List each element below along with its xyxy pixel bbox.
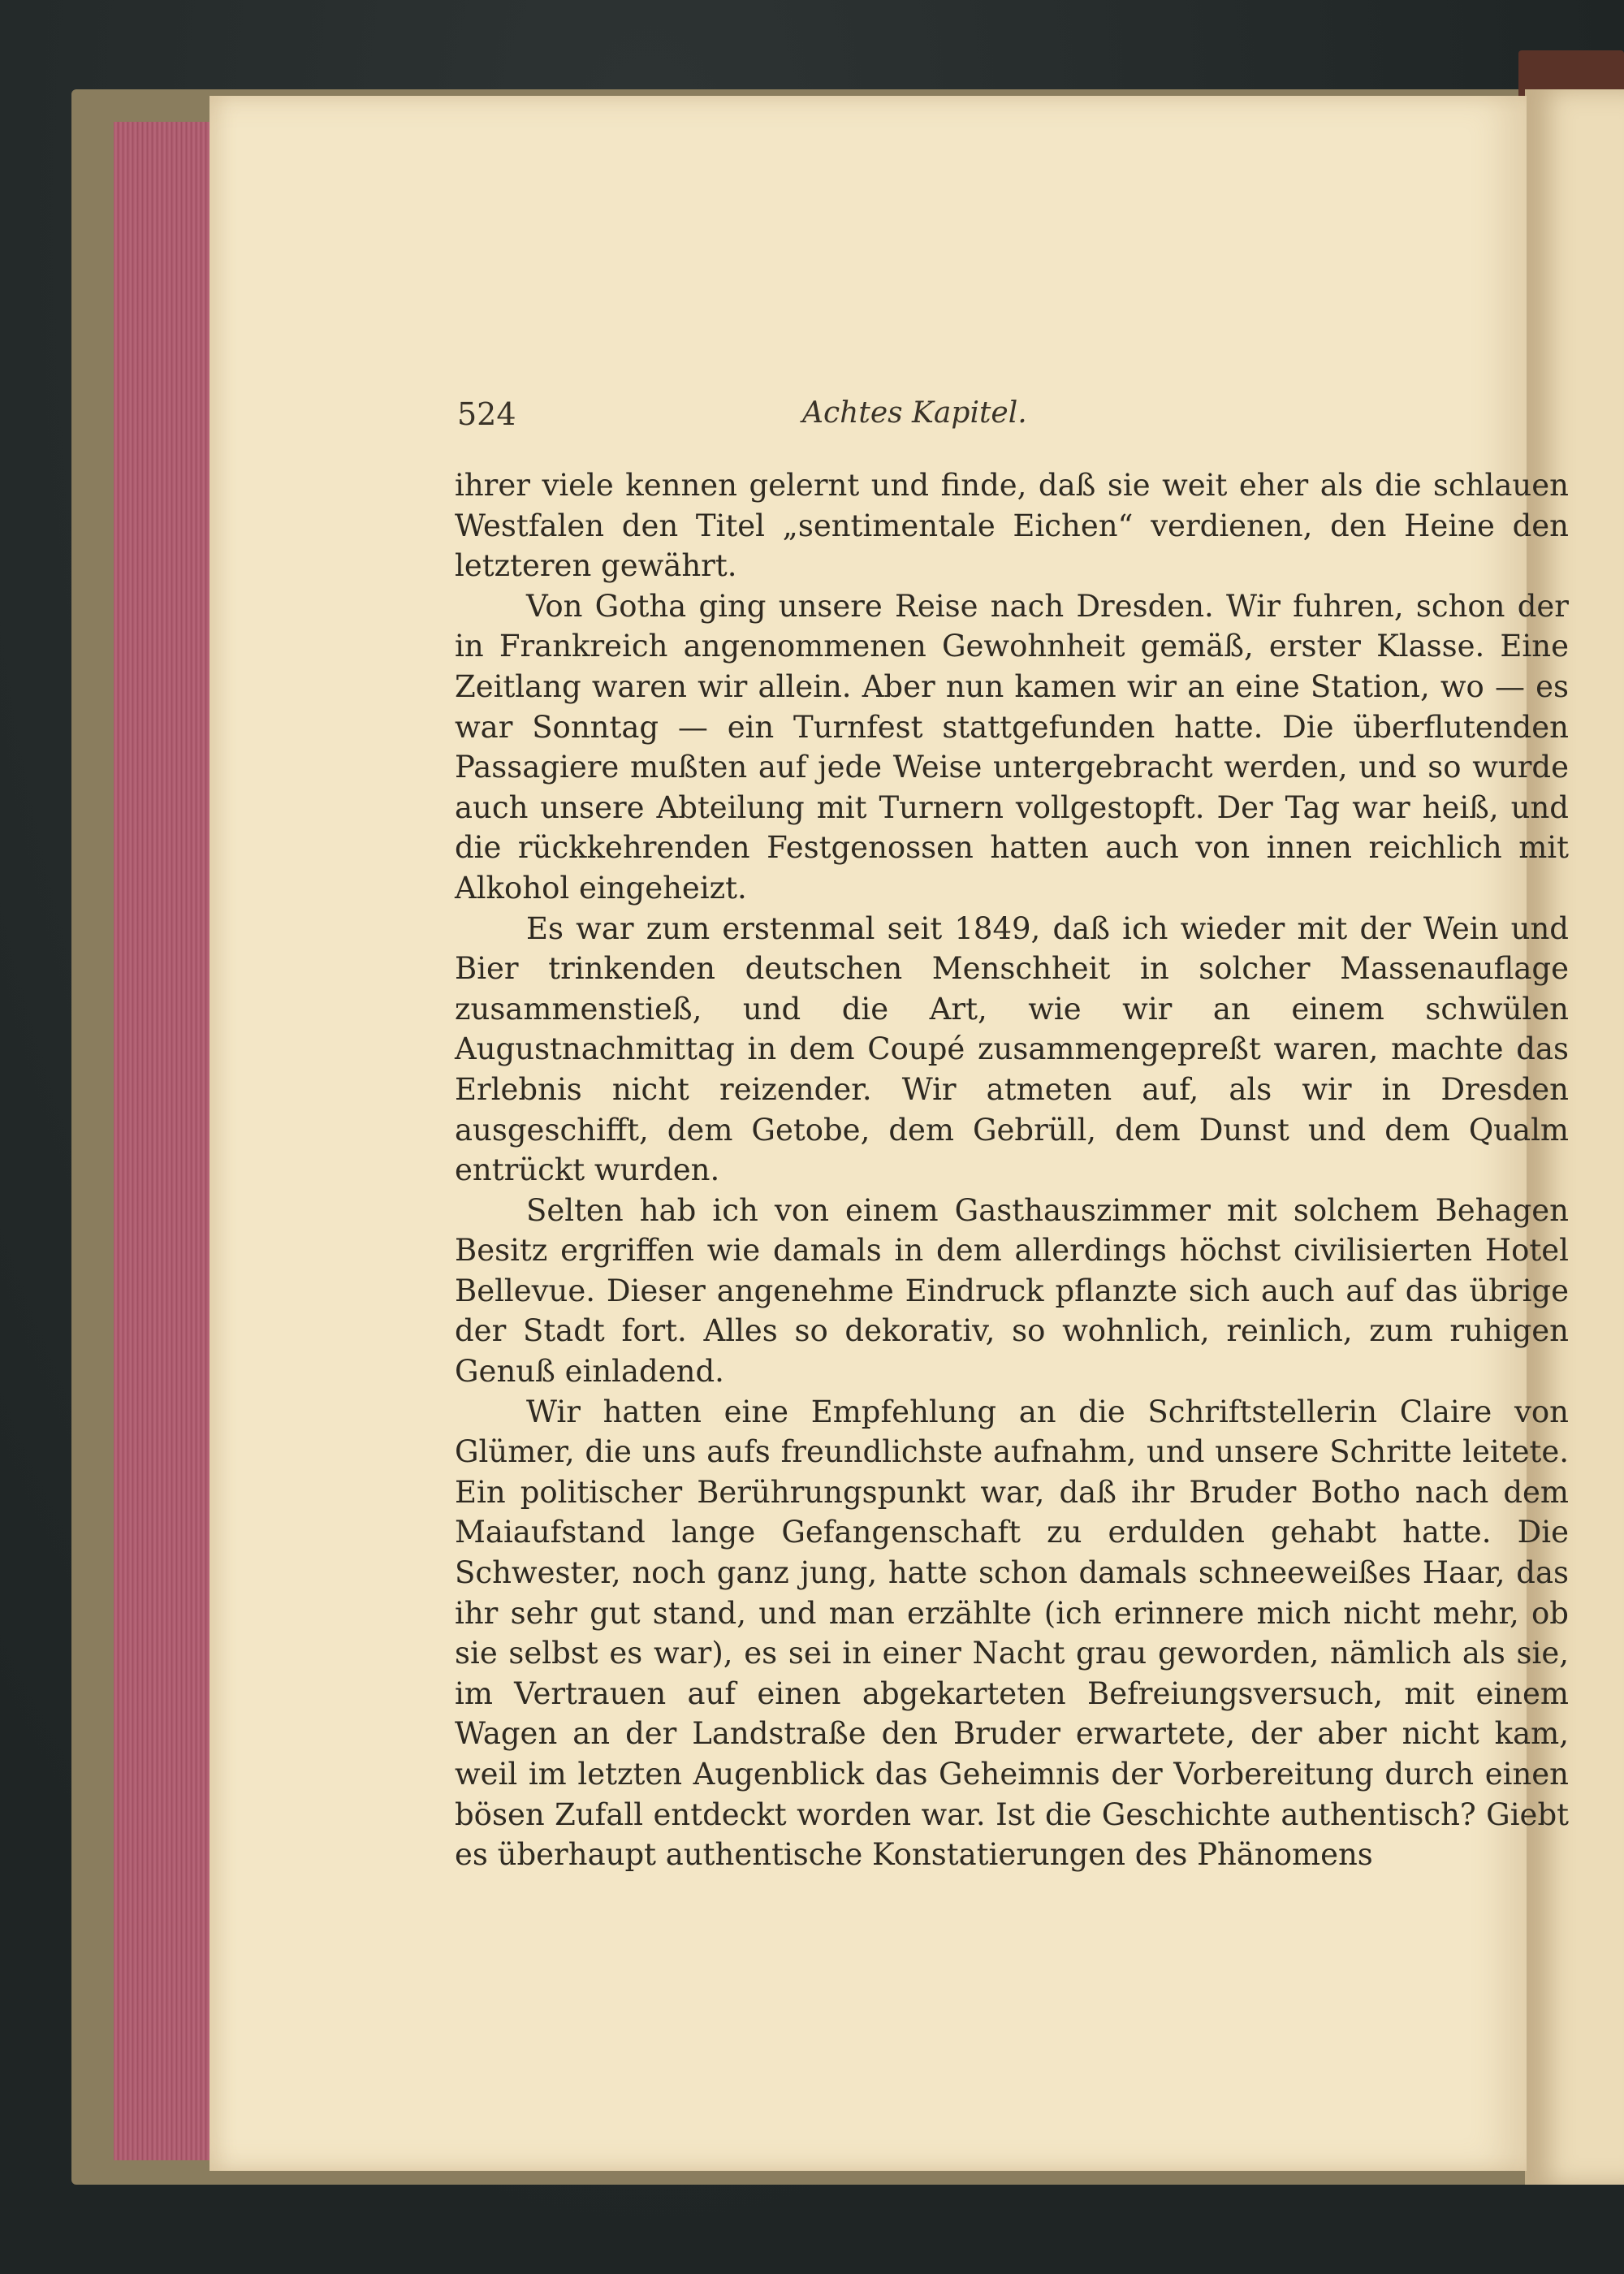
paragraph-1: ihrer viele kennen gelernt und finde, daß sie weit eher als die schlauen Westfalen den Titel „sentimentale Eichen“ verdienen, den Heine den letzteren gewährt.	[455, 468, 1569, 584]
book-page	[209, 96, 1569, 2171]
body-text	[455, 465, 1569, 1875]
paragraph-5: Wir hatten eine Empfehlung an die Schriftstellerin Claire von Glümer, die uns aufs freundlichste aufnahm, und unsere Schritte leitete. Ein politischer Berührungspunkt war, daß ihr Bruder Botho nach dem Maiaufstand lange Gefangenschaft zu erdulden gehabt hatte. Die Schwester, noch ganz jung, hatte schon damals schneeweißes Haar, das ihr sehr gut stand, und man erzählte (ich erinnere mich nicht mehr, ob sie selbst es war), es sei in einer Nacht grau geworden, nämlich als sie, im Vertrauen auf einen abgekarteten Befreiungsversuch, mit einem Wagen an der Landstraße den Bruder erwartete, der aber nicht kam, weil im letzten Augenblick das Geheimnis der Vorbereitung durch einen bösen Zufall entdeckt worden war. Ist die Geschichte authentisch? Giebt es überhaupt authentische Konstatierungen des Phänomens	[455, 1394, 1569, 1873]
page-edges	[114, 122, 219, 2160]
paragraph-4: Selten hab ich von einem Gasthauszimmer mit solchem Behagen Besitz ergriffen wie damals in dem allerdings höchst civilisierten Hotel Bellevue. Dieser angenehme Eindruck pflanzte sich auch auf das übrige der Stadt fort. Alles so dekorativ, so wohnlich, reinlich, zum ruhigen Genuß einladend.	[455, 1192, 1569, 1390]
paragraph-3: Es war zum erstenmal seit 1849, daß ich wieder mit der Wein und Bier trinkenden deutschen Menschheit in solcher Massenauflage zusammenstieß, und die Art, wie wir an einem schwülen Augustnachmittag in dem Coupé zusammengepreßt waren, machte das Erlebnis nicht reizender. Wir atmeten auf, als wir in Dresden ausgeschifft, dem Getobe, dem Gebrüll, dem Dunst und dem Qualm entrückt wurden.	[455, 910, 1569, 1188]
running-head: Achtes Kapitel.	[802, 396, 1027, 430]
page-header	[209, 396, 1527, 445]
page-number: 524	[457, 396, 516, 432]
paragraph-2: Von Gotha ging unsere Reise nach Dresden. Wir fuhren, schon der in Frankreich angenommenen Gewohnheit gemäß, erster Klasse. Eine Zeitlang waren wir allein. Aber nun kamen wir an eine Station, wo — es war Sonntag — ein Turnfest stattgefunden hatte. Die überflutenden Passagiere mußten auf jede Weise untergebracht werden, und so wurde auch unsere Abteilung mit Turnern vollgestopft. Der Tag war heiß, und die rückkehrenden Festgenossen hatten auch von innen reichlich mit Alkohol eingeheizt.	[455, 588, 1569, 906]
